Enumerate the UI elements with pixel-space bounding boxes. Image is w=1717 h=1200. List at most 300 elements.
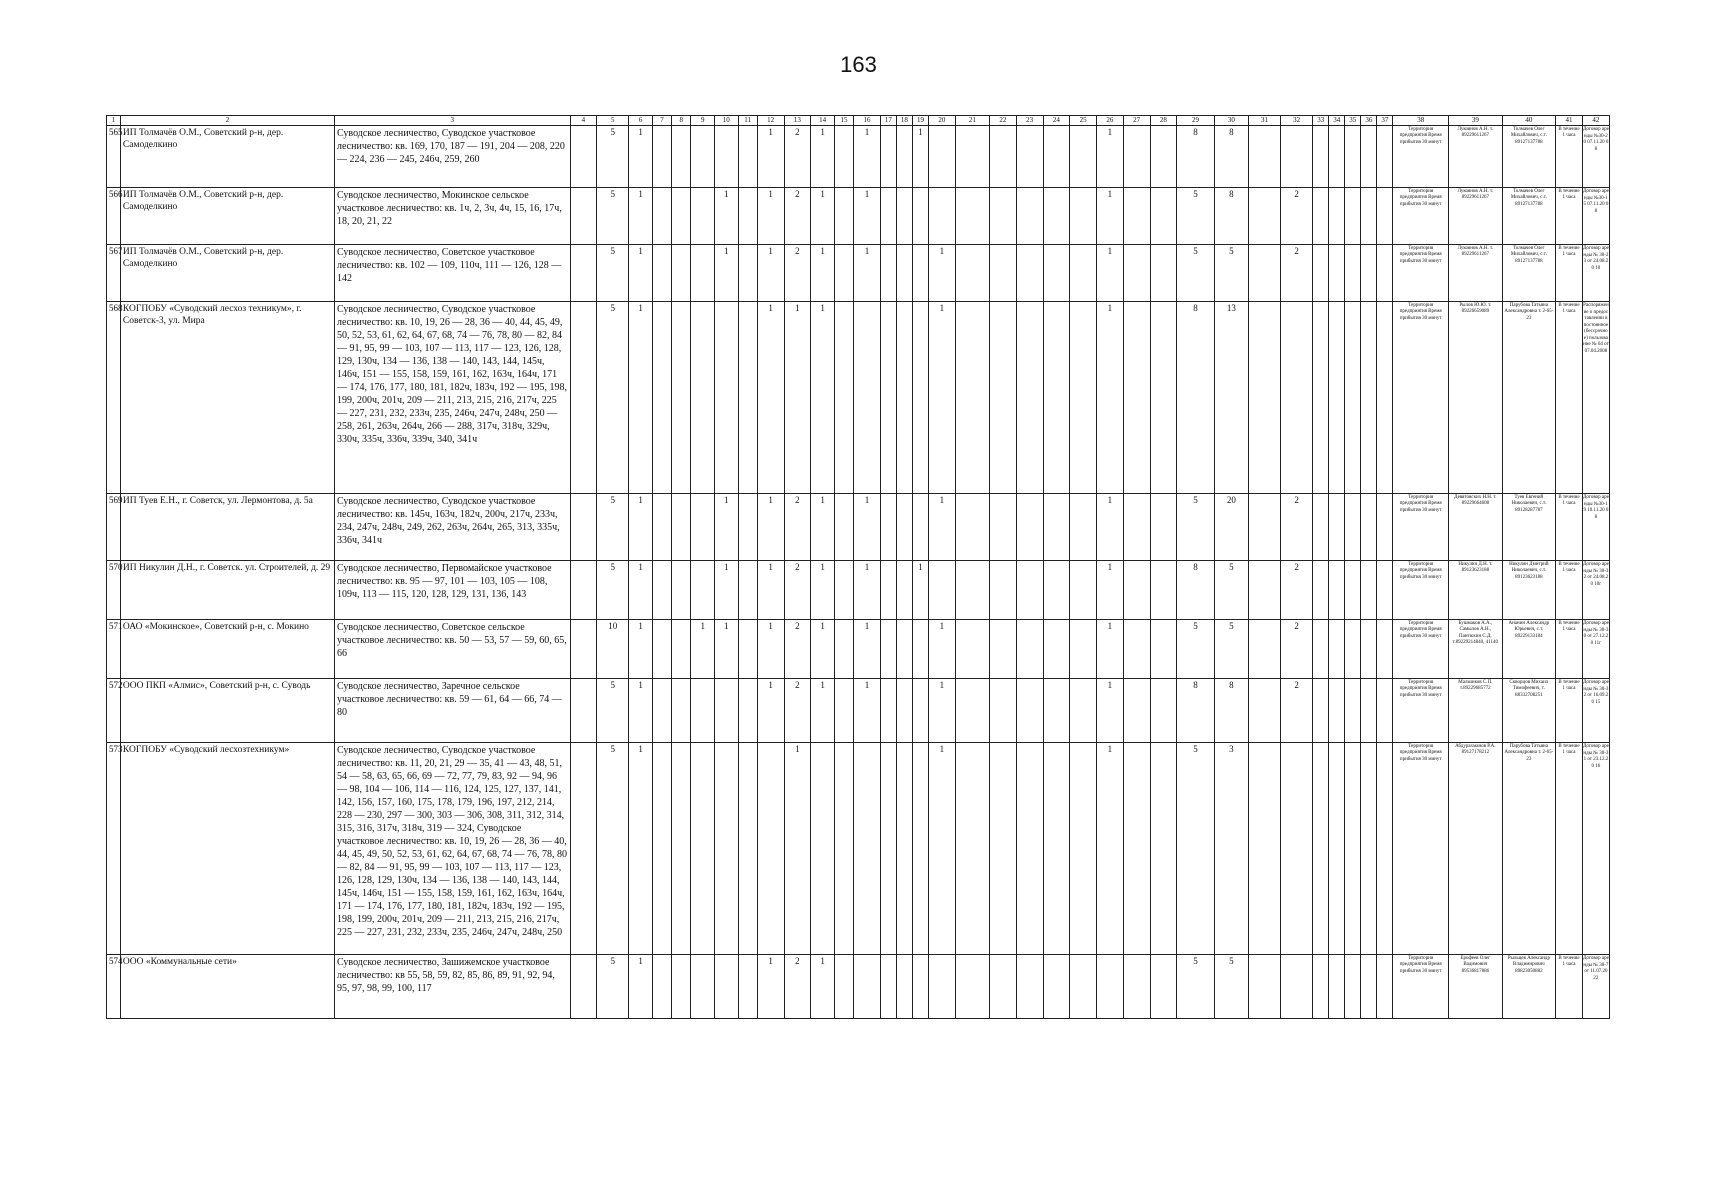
cell-col-5: 5	[597, 679, 629, 743]
cell-col-31	[1248, 620, 1280, 679]
cell-col-26: 1	[1097, 126, 1124, 188]
location-cell: Суводское лесничество, Зашижемское участковое лесничество: кв 55, 58, 59, 82, 85, 86, 89, 91, 92, 94, 95, 97, 98, 99, 100, 117	[335, 955, 571, 1019]
row-number: 565	[107, 126, 121, 188]
cell-col-31	[1248, 955, 1280, 1019]
location-cell: Суводское лесничество, Первомайское участковое лесничество: кв. 95 — 97, 101 — 103, 105 — 108, 109ч, 113 — 115, 120, 128, 129, 131, 136, 143	[335, 561, 571, 620]
responsible-person-cell: Мальчиков С.П. т.89229685772	[1449, 679, 1503, 743]
cell-col-26: 1	[1097, 743, 1124, 955]
cell-col-13: 2	[784, 126, 811, 188]
cell-col-30: 8	[1214, 126, 1248, 188]
column-number-22: 22	[990, 116, 1017, 126]
cell-col-8	[672, 126, 691, 188]
cell-col-17	[880, 126, 896, 188]
cell-col-14	[811, 743, 835, 955]
territory-cell: Территория предприятия Время прибытия 30 минут	[1393, 955, 1449, 1019]
response-time-cell: В течение 1 часа	[1556, 126, 1583, 188]
responsible-person-cell: Рылов Ю.Ю. т. 89226659089	[1449, 302, 1503, 494]
cell-col-9	[691, 561, 715, 620]
column-number-5: 5	[597, 116, 629, 126]
cell-col-32: 2	[1281, 561, 1313, 620]
cell-col-31	[1248, 743, 1280, 955]
cell-col-29: 5	[1177, 494, 1214, 561]
cell-col-11	[738, 561, 757, 620]
column-number-38: 38	[1393, 116, 1449, 126]
cell-col-9: 1	[691, 620, 715, 679]
cell-col-15	[834, 245, 853, 302]
cell-col-18	[896, 743, 912, 955]
cell-col-5: 10	[597, 620, 629, 679]
cell-col-23	[1016, 955, 1043, 1019]
cell-col-20: 1	[929, 743, 956, 955]
responsible-person-cell: Абдурахманов Р.А. 89127178212	[1449, 743, 1503, 955]
cell-col-17	[880, 955, 896, 1019]
cell-col-34	[1329, 561, 1345, 620]
cell-col-12: 1	[757, 245, 784, 302]
cell-col-20: 1	[929, 620, 956, 679]
cell-col-25	[1070, 494, 1097, 561]
territory-cell: Территория предприятия Время прибытия 30 минут	[1393, 126, 1449, 188]
responsible-person-cell: Бушмаков А.А., Самылов А.Н., Пантюхин С.Д. т.89229214840, 41140	[1449, 620, 1503, 679]
cell-col-32: 2	[1281, 494, 1313, 561]
cell-col-18	[896, 126, 912, 188]
cell-col-29: 8	[1177, 126, 1214, 188]
cell-col-15	[834, 561, 853, 620]
cell-col-24	[1043, 620, 1070, 679]
cell-col-8	[672, 302, 691, 494]
contact-person-cell: Туев Евгений Николаевич, с.т. 89128287787	[1502, 494, 1556, 561]
cell-col-14: 1	[811, 620, 835, 679]
cell-col-34	[1329, 679, 1345, 743]
cell-col-31	[1248, 245, 1280, 302]
cell-col-5: 5	[597, 561, 629, 620]
cell-col-22	[990, 302, 1017, 494]
cell-col-27	[1123, 126, 1150, 188]
cell-col-7	[652, 245, 671, 302]
cell-col-9	[691, 302, 715, 494]
cell-col-8	[672, 188, 691, 245]
cell-col-10	[714, 302, 738, 494]
cell-col-34	[1329, 743, 1345, 955]
cell-col-23	[1016, 126, 1043, 188]
cell-col-20	[929, 188, 956, 245]
cell-col-35	[1345, 302, 1361, 494]
cell-col-30: 13	[1214, 302, 1248, 494]
cell-col-29: 8	[1177, 302, 1214, 494]
cell-col-15	[834, 126, 853, 188]
cell-col-32	[1281, 126, 1313, 188]
organization-cell: ООО «Коммунальные сети»	[120, 955, 334, 1019]
cell-col-7	[652, 302, 671, 494]
cell-col-21	[955, 302, 989, 494]
column-number-8: 8	[672, 116, 691, 126]
cell-col-4	[570, 955, 597, 1019]
cell-col-11	[738, 302, 757, 494]
response-time-cell: В течение 1 часа	[1556, 302, 1583, 494]
cell-col-6: 1	[629, 494, 653, 561]
cell-col-12	[757, 743, 784, 955]
cell-col-14: 1	[811, 561, 835, 620]
table-row	[107, 188, 1610, 245]
cell-col-19: 1	[912, 126, 928, 188]
contact-person-cell: Толмачев Олег Михайлович, с.т. 89127137788	[1502, 245, 1556, 302]
cell-col-33	[1313, 743, 1329, 955]
cell-col-26: 1	[1097, 188, 1124, 245]
cell-col-33	[1313, 302, 1329, 494]
cell-col-29: 8	[1177, 561, 1214, 620]
cell-col-16: 1	[854, 188, 881, 245]
territory-cell: Территория предприятия Время прибытия 30 минут	[1393, 302, 1449, 494]
cell-col-23	[1016, 245, 1043, 302]
cell-col-23	[1016, 561, 1043, 620]
row-number: 566	[107, 188, 121, 245]
cell-col-28	[1150, 188, 1177, 245]
cell-col-37	[1377, 188, 1393, 245]
cell-col-30: 8	[1214, 188, 1248, 245]
cell-col-26: 1	[1097, 302, 1124, 494]
cell-col-12: 1	[757, 302, 784, 494]
row-number: 568	[107, 302, 121, 494]
contract-cell: Договор аренды № 30-32 от 24.08.20 10г	[1582, 561, 1609, 620]
cell-col-5: 5	[597, 245, 629, 302]
cell-col-36	[1361, 620, 1377, 679]
table-row	[107, 561, 1610, 620]
column-number-25: 25	[1070, 116, 1097, 126]
cell-col-7	[652, 620, 671, 679]
cell-col-19	[912, 494, 928, 561]
cell-col-34	[1329, 494, 1345, 561]
cell-col-9	[691, 126, 715, 188]
cell-col-26	[1097, 955, 1124, 1019]
cell-col-17	[880, 494, 896, 561]
cell-col-17	[880, 561, 896, 620]
cell-col-11	[738, 955, 757, 1019]
cell-col-6: 1	[629, 126, 653, 188]
cell-col-4	[570, 679, 597, 743]
cell-col-7	[652, 494, 671, 561]
cell-col-32	[1281, 743, 1313, 955]
cell-col-29: 5	[1177, 955, 1214, 1019]
responsible-person-cell: Никулин Д.Н. т. 89123623188	[1449, 561, 1503, 620]
cell-col-21	[955, 188, 989, 245]
row-number: 572	[107, 679, 121, 743]
cell-col-25	[1070, 955, 1097, 1019]
column-number-1: 1	[107, 116, 121, 126]
location-cell: Суводское лесничество, Суводское участковое лесничество: кв. 169, 170, 187 — 191, 204 — 208, 220 — 224, 236 — 245, 246ч, 259, 260	[335, 126, 571, 188]
cell-col-15	[834, 188, 853, 245]
cell-col-24	[1043, 561, 1070, 620]
cell-col-12: 1	[757, 955, 784, 1019]
cell-col-27	[1123, 955, 1150, 1019]
responsible-person-cell: Лукоянов А.Н. т. 89229611267	[1449, 188, 1503, 245]
cell-col-20: 1	[929, 302, 956, 494]
cell-col-9	[691, 743, 715, 955]
cell-col-24	[1043, 126, 1070, 188]
cell-col-13: 2	[784, 188, 811, 245]
cell-col-8	[672, 494, 691, 561]
cell-col-7	[652, 188, 671, 245]
cell-col-31	[1248, 188, 1280, 245]
response-time-cell: В течение 1 часа	[1556, 561, 1583, 620]
table-row	[107, 245, 1610, 302]
column-number-6: 6	[629, 116, 653, 126]
contract-cell: Распоряжение о предоставлении в постоянное (бессрочное) пользование № 64 от 07.04.2008	[1582, 302, 1609, 494]
cell-col-17	[880, 302, 896, 494]
cell-col-15	[834, 494, 853, 561]
location-cell: Суводское лесничество, Суводское участковое лесничество: кв. 11, 20, 21, 29 — 35, 41 — 43, 48, 51, 54 — 58, 63, 65, 66, 69 — 72, 77, 79, 83, 92 — 94, 96 — 98, 104 — 106, 114 — 116, 124, 125, 127, 137, 141, 142, 156, 157, 160, 175, 178, 179, 196, 197, 212, 214, 228 — 230, 297 — 300, 303 — 306, 308, 311, 312, 314, 315, 316, 317ч, 318ч, 319 — 324, Суводское участковое лесничество: кв. 10, 19, 26 — 28, 36 — 40, 44, 45, 49, 50, 52, 53, 61, 62, 64, 67, 68, 74 — 76, 78, 80 — 82, 84 — 91, 95, 99 — 103, 107 — 113, 117 — 123, 126, 128, 129, 130ч, 134 — 136, 138 — 140, 143, 144, 145ч, 146ч, 151 — 155, 158, 159, 161, 162, 163ч, 164ч, 171 — 174, 176, 177, 180, 181, 182ч, 183ч, 192 — 195, 198, 199, 200ч, 201ч, 209 — 211, 213, 215, 216, 217ч, 225 — 227, 231, 232, 233ч, 235, 246ч, 247ч, 248ч, 250	[335, 743, 571, 955]
cell-col-19	[912, 188, 928, 245]
column-number-26: 26	[1097, 116, 1124, 126]
cell-col-19	[912, 955, 928, 1019]
cell-col-16: 1	[854, 679, 881, 743]
cell-col-23	[1016, 302, 1043, 494]
cell-col-22	[990, 126, 1017, 188]
cell-col-5: 5	[597, 955, 629, 1019]
cell-col-18	[896, 188, 912, 245]
response-time-cell: В течение 1 часа	[1556, 188, 1583, 245]
cell-col-8	[672, 561, 691, 620]
cell-col-26: 1	[1097, 679, 1124, 743]
cell-col-19	[912, 302, 928, 494]
column-number-20: 20	[929, 116, 956, 126]
cell-col-15	[834, 620, 853, 679]
cell-col-9	[691, 494, 715, 561]
contract-cell: Договор аренды №30-15 07.11.20 08	[1582, 188, 1609, 245]
cell-col-37	[1377, 126, 1393, 188]
cell-col-14: 1	[811, 494, 835, 561]
location-cell: Суводское лесничество, Мокинское сельское участковое лесничество: кв. 1ч, 2, 3ч, 4ч, 15, 16, 17ч, 18, 20, 21, 22	[335, 188, 571, 245]
cell-col-37	[1377, 561, 1393, 620]
cell-col-30: 20	[1214, 494, 1248, 561]
cell-col-27	[1123, 561, 1150, 620]
cell-col-25	[1070, 620, 1097, 679]
cell-col-29: 5	[1177, 620, 1214, 679]
cell-col-30: 8	[1214, 679, 1248, 743]
cell-col-22	[990, 743, 1017, 955]
cell-col-15	[834, 955, 853, 1019]
cell-col-25	[1070, 679, 1097, 743]
cell-col-17	[880, 679, 896, 743]
cell-col-18	[896, 561, 912, 620]
cell-col-21	[955, 494, 989, 561]
cell-col-4	[570, 743, 597, 955]
territory-cell: Территория предприятия Время прибытия 30 минут	[1393, 188, 1449, 245]
row-number: 573	[107, 743, 121, 955]
contract-cell: Договор аренды №30-19 10.11.20 08	[1582, 494, 1609, 561]
cell-col-34	[1329, 302, 1345, 494]
cell-col-28	[1150, 561, 1177, 620]
cell-col-28	[1150, 302, 1177, 494]
column-number-35: 35	[1345, 116, 1361, 126]
cell-col-11	[738, 188, 757, 245]
cell-col-18	[896, 494, 912, 561]
cell-col-36	[1361, 743, 1377, 955]
cell-col-13: 2	[784, 955, 811, 1019]
cell-col-10	[714, 955, 738, 1019]
contact-person-cell: Толмачев Олег Михайлович, с.т. 89127137788	[1502, 126, 1556, 188]
cell-col-22	[990, 955, 1017, 1019]
cell-col-17	[880, 743, 896, 955]
location-cell: Суводское лесничество, Заречное сельское участковое лесничество: кв. 59 — 61, 64 — 66, 74 — 80	[335, 679, 571, 743]
cell-col-32: 2	[1281, 245, 1313, 302]
cell-col-30: 5	[1214, 620, 1248, 679]
location-cell: Суводское лесничество, Советское сельское участковое лесничество: кв. 50 — 53, 57 — 59, 60, 65, 66	[335, 620, 571, 679]
organization-cell: ИП Туев Е.Н., г. Советск, ул. Лермонтова, д. 5а	[120, 494, 334, 561]
cell-col-21	[955, 245, 989, 302]
cell-col-18	[896, 245, 912, 302]
cell-col-22	[990, 679, 1017, 743]
cell-col-10: 1	[714, 188, 738, 245]
cell-col-34	[1329, 245, 1345, 302]
cell-col-9	[691, 245, 715, 302]
table-row	[107, 679, 1610, 743]
cell-col-25	[1070, 126, 1097, 188]
table-row	[107, 955, 1610, 1019]
contact-person-cell: Скворцов Михаил Тимофеевич, т. 88332708251	[1502, 679, 1556, 743]
cell-col-32: 2	[1281, 188, 1313, 245]
cell-col-16: 1	[854, 620, 881, 679]
cell-col-14: 1	[811, 302, 835, 494]
cell-col-27	[1123, 188, 1150, 245]
row-number: 567	[107, 245, 121, 302]
cell-col-4	[570, 561, 597, 620]
cell-col-33	[1313, 188, 1329, 245]
column-number-42: 42	[1582, 116, 1609, 126]
cell-col-14: 1	[811, 955, 835, 1019]
cell-col-20: 1	[929, 679, 956, 743]
cell-col-33	[1313, 561, 1329, 620]
cell-col-36	[1361, 188, 1377, 245]
cell-col-5: 5	[597, 302, 629, 494]
cell-col-22	[990, 245, 1017, 302]
cell-col-23	[1016, 494, 1043, 561]
column-number-3: 3	[335, 116, 571, 126]
territory-cell: Территория предприятия Время прибытия 30 минут	[1393, 620, 1449, 679]
cell-col-20	[929, 955, 956, 1019]
table-row	[107, 620, 1610, 679]
cell-col-17	[880, 620, 896, 679]
response-time-cell: В течение 1 часа	[1556, 620, 1583, 679]
cell-col-31	[1248, 494, 1280, 561]
cell-col-24	[1043, 679, 1070, 743]
cell-col-26: 1	[1097, 620, 1124, 679]
cell-col-27	[1123, 743, 1150, 955]
cell-col-28	[1150, 245, 1177, 302]
column-number-18: 18	[896, 116, 912, 126]
cell-col-32: 2	[1281, 679, 1313, 743]
column-number-13: 13	[784, 116, 811, 126]
cell-col-11	[738, 743, 757, 955]
cell-col-37	[1377, 245, 1393, 302]
cell-col-21	[955, 620, 989, 679]
cell-col-28	[1150, 679, 1177, 743]
cell-col-12: 1	[757, 188, 784, 245]
cell-col-31	[1248, 302, 1280, 494]
cell-col-25	[1070, 561, 1097, 620]
cell-col-19	[912, 743, 928, 955]
territory-cell: Территория предприятия Время прибытия 30 минут	[1393, 679, 1449, 743]
cell-col-24	[1043, 245, 1070, 302]
cell-col-4	[570, 126, 597, 188]
response-time-cell: В течение 1 часа	[1556, 679, 1583, 743]
cell-col-18	[896, 955, 912, 1019]
column-number-31: 31	[1248, 116, 1280, 126]
response-time-cell: В течение 1 часа	[1556, 955, 1583, 1019]
cell-col-20	[929, 561, 956, 620]
cell-col-8	[672, 245, 691, 302]
cell-col-13: 1	[784, 302, 811, 494]
cell-col-30: 5	[1214, 561, 1248, 620]
cell-col-34	[1329, 188, 1345, 245]
cell-col-27	[1123, 620, 1150, 679]
cell-col-37	[1377, 302, 1393, 494]
cell-col-13: 1	[784, 743, 811, 955]
cell-col-33	[1313, 620, 1329, 679]
column-number-10: 10	[714, 116, 738, 126]
cell-col-18	[896, 679, 912, 743]
cell-col-8	[672, 955, 691, 1019]
cell-col-24	[1043, 955, 1070, 1019]
row-number: 569	[107, 494, 121, 561]
contact-person-cell: Толмачев Олег Михайлович, с.т. 89127137788	[1502, 188, 1556, 245]
cell-col-14: 1	[811, 188, 835, 245]
row-number: 570	[107, 561, 121, 620]
organization-cell: ИП Никулин Д.Н., г. Советск. ул. Строителей, д. 29	[120, 561, 334, 620]
cell-col-18	[896, 302, 912, 494]
cell-col-15	[834, 743, 853, 955]
cell-col-25	[1070, 245, 1097, 302]
territory-cell: Территория предприятия Время прибытия 30 минут	[1393, 245, 1449, 302]
column-number-39: 39	[1449, 116, 1503, 126]
cell-col-35	[1345, 126, 1361, 188]
contract-cell: Договор аренды № 30-7 от 11.07.20 22	[1582, 955, 1609, 1019]
organization-cell: КОГПОБУ «Суводский лесхозтехникум»	[120, 743, 334, 955]
contract-cell: Договор аренды №30-20 07.11.20 08	[1582, 126, 1609, 188]
cell-col-6: 1	[629, 561, 653, 620]
cell-col-36	[1361, 245, 1377, 302]
location-cell: Суводское лесничество, Суводское участковое лесничество: кв. 10, 19, 26 — 28, 36 — 40, 44, 45, 49, 50, 52, 53, 61, 62, 64, 67, 68, 74 — 76, 78, 80 — 82, 84 — 91, 95, 99 — 103, 107 — 113, 117 — 123, 126, 128, 129, 130ч, 134 — 136, 138 — 140, 143, 144, 145ч, 146ч, 151 — 155, 158, 159, 161, 162, 163ч, 164ч, 171 — 174, 176, 177, 180, 181, 182ч, 183ч, 192 — 195, 198, 199, 200ч, 201ч, 209 — 211, 213, 215, 216, 217ч, 225 — 227, 231, 232, 233ч, 235, 246ч, 247ч, 248ч, 250 — 258, 261, 263ч, 264ч, 266 — 288, 317ч, 318ч, 329ч, 330ч, 335ч, 336ч, 339ч, 340, 341ч	[335, 302, 571, 494]
cell-col-36	[1361, 955, 1377, 1019]
cell-col-29: 5	[1177, 188, 1214, 245]
cell-col-19	[912, 679, 928, 743]
cell-col-28	[1150, 620, 1177, 679]
column-number-23: 23	[1016, 116, 1043, 126]
cell-col-23	[1016, 743, 1043, 955]
cell-col-27	[1123, 494, 1150, 561]
response-time-cell: В течение 1 часа	[1556, 494, 1583, 561]
cell-col-10: 1	[714, 620, 738, 679]
cell-col-33	[1313, 126, 1329, 188]
cell-col-37	[1377, 679, 1393, 743]
cell-col-4	[570, 620, 597, 679]
column-number-37: 37	[1377, 116, 1393, 126]
cell-col-12: 1	[757, 494, 784, 561]
column-number-28: 28	[1150, 116, 1177, 126]
cell-col-16: 1	[854, 494, 881, 561]
cell-col-5: 5	[597, 126, 629, 188]
cell-col-11	[738, 494, 757, 561]
column-number-16: 16	[854, 116, 881, 126]
cell-col-23	[1016, 620, 1043, 679]
cell-col-8	[672, 679, 691, 743]
cell-col-13: 2	[784, 561, 811, 620]
organization-cell: КОГПОБУ «Суводский лесхоз техникум», г. Советск-3, ул. Мира	[120, 302, 334, 494]
cell-col-29: 8	[1177, 679, 1214, 743]
cell-col-33	[1313, 679, 1329, 743]
column-number-40: 40	[1502, 116, 1556, 126]
cell-col-15	[834, 302, 853, 494]
column-number-row	[107, 116, 1610, 126]
column-number-9: 9	[691, 116, 715, 126]
